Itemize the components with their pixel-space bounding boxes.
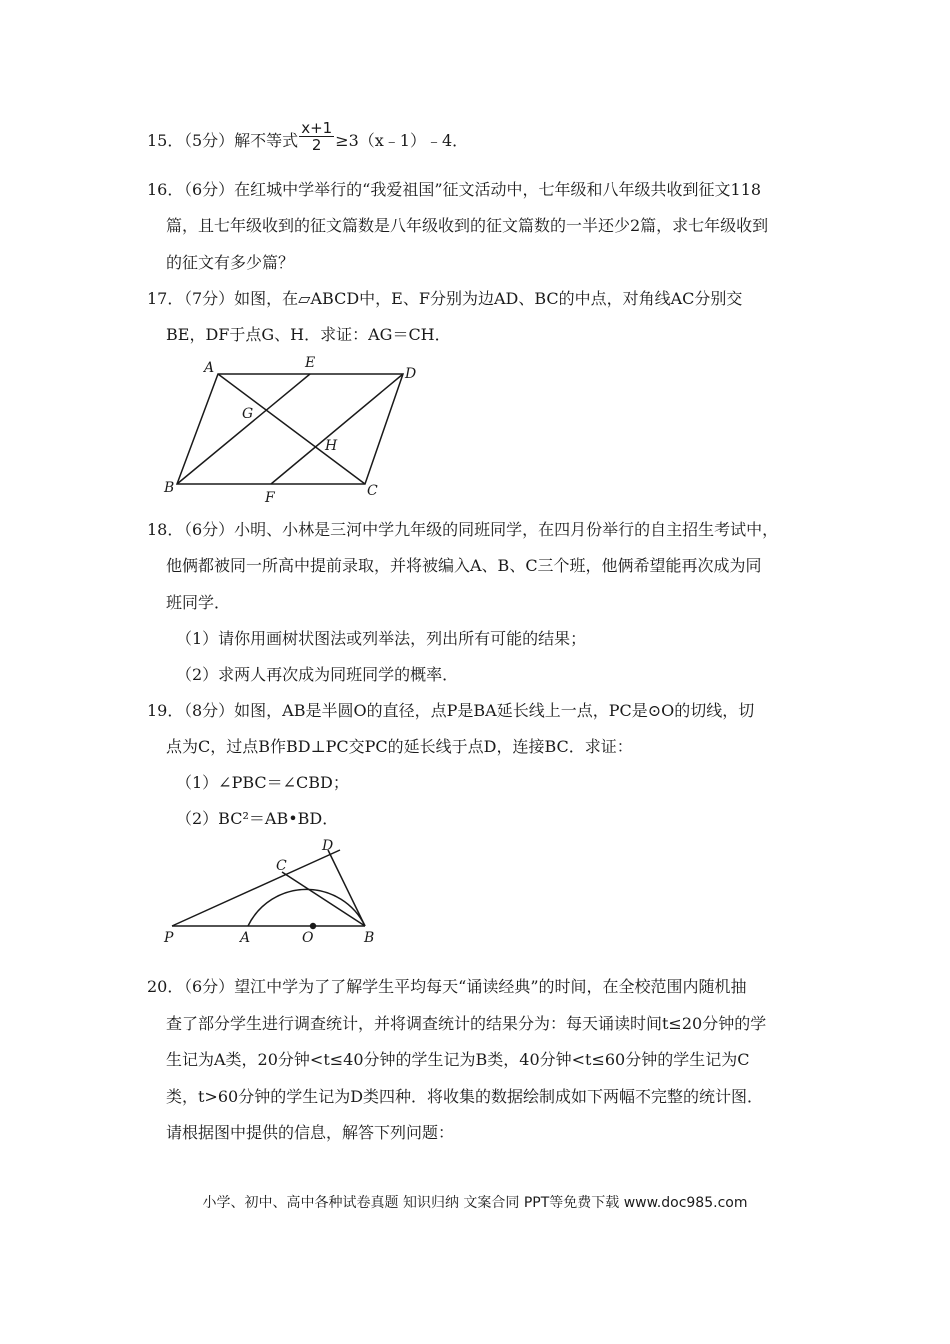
- question-text: BE，DF于点G、H．求证：AG＝CH．: [166, 325, 451, 344]
- question-text: （8分）如图，AB是半圆O的直径，点P是BA延长线上一点，PC是⊙O的切线，切: [176, 701, 755, 720]
- label-c: C: [367, 483, 378, 499]
- semicircle-o: [248, 889, 365, 926]
- question-text: 的征文有多少篇？: [166, 253, 295, 272]
- question-number: 18．: [147, 520, 184, 539]
- center-point-o: [310, 923, 316, 929]
- label-o: O: [302, 930, 314, 946]
- question-number: 15．: [147, 131, 184, 150]
- label-b: B: [364, 930, 375, 946]
- label-a: A: [204, 360, 215, 376]
- label-p: P: [164, 930, 174, 946]
- question-text: （6分）望江中学为了了解学生平均每天“诵读经典”的时间，在全校范围内随机抽: [176, 977, 747, 996]
- sub-question-1: （1）∠PBC＝∠CBD；: [176, 773, 349, 792]
- sub-question-2: （2）BC²＝AB•BD．: [176, 809, 339, 828]
- label-a: A: [240, 930, 251, 946]
- question-text: （7分）如图，在▱ABCD中，E、F分别为边AD、BC的中点，对角线AC分别交: [176, 289, 743, 308]
- tangent-pd: [172, 850, 340, 926]
- label-h: H: [325, 438, 338, 454]
- question-number: 19．: [147, 701, 184, 720]
- fraction: [299, 120, 334, 153]
- label-g: G: [242, 406, 254, 422]
- fraction-numerator: x+1: [301, 119, 333, 137]
- question-text: ≥3（x﹣1）﹣4．: [335, 131, 469, 150]
- question-text: （6分）小明、小林是三河中学九年级的同班同学，在四月份举行的自主招生考试中，: [176, 520, 779, 539]
- question-number: 20．: [147, 977, 184, 996]
- question-text: （6分）在红城中学举行的“我爱祖国”征文活动中，七年级和八年级共收到征文118: [176, 180, 762, 199]
- question-text: 查了部分学生进行调查统计，并将调查统计的结果分为：每天诵读时间t≤20分钟的学: [166, 1014, 767, 1033]
- label-f: F: [265, 490, 275, 504]
- label-e: E: [305, 355, 316, 371]
- parallelogram-figure: [160, 352, 430, 504]
- semicircle-figure: [160, 832, 390, 948]
- question-text: 点为C，过点B作BD⊥PC交PC的延长线于点D，连接BC．求证：: [166, 737, 633, 756]
- question-text: （5分）解不等式: [176, 131, 299, 150]
- question-text: 班同学．: [166, 593, 231, 612]
- question-text: 类，t>60分钟的学生记为D类四种．将收集的数据绘制成如下两幅不完整的统计图．: [166, 1087, 764, 1106]
- label-d: D: [322, 838, 334, 854]
- question-number: 17．: [147, 289, 184, 308]
- page-footer: 小学、初中、高中各种试卷真题 知识归纳 文案合同 PPT等免费下载 www.doc985.com: [202, 1195, 748, 1211]
- sub-question-2: （2）求两人再次成为同班同学的概率．: [176, 665, 459, 684]
- fraction-denominator: 2: [311, 136, 322, 154]
- label-c: C: [276, 858, 287, 874]
- question-number: 16．: [147, 180, 184, 199]
- question-text: 生记为A类，20分钟<t≤40分钟的学生记为B类，40分钟<t≤60分钟的学生记为C: [166, 1050, 750, 1069]
- question-text: 请根据图中提供的信息，解答下列问题：: [166, 1123, 455, 1142]
- label-d: D: [405, 366, 417, 382]
- label-b: B: [164, 480, 175, 496]
- question-text: 篇，且七年级收到的征文篇数是八年级收到的征文篇数的一半还少2篇，求七年级收到: [166, 216, 769, 235]
- question-text: 他俩都被同一所高中提前录取，并将被编入A、B、C三个班，他俩希望能再次成为同: [166, 556, 762, 575]
- sub-question-1: （1）请你用画树状图法或列举法，列出所有可能的结果；: [176, 629, 587, 648]
